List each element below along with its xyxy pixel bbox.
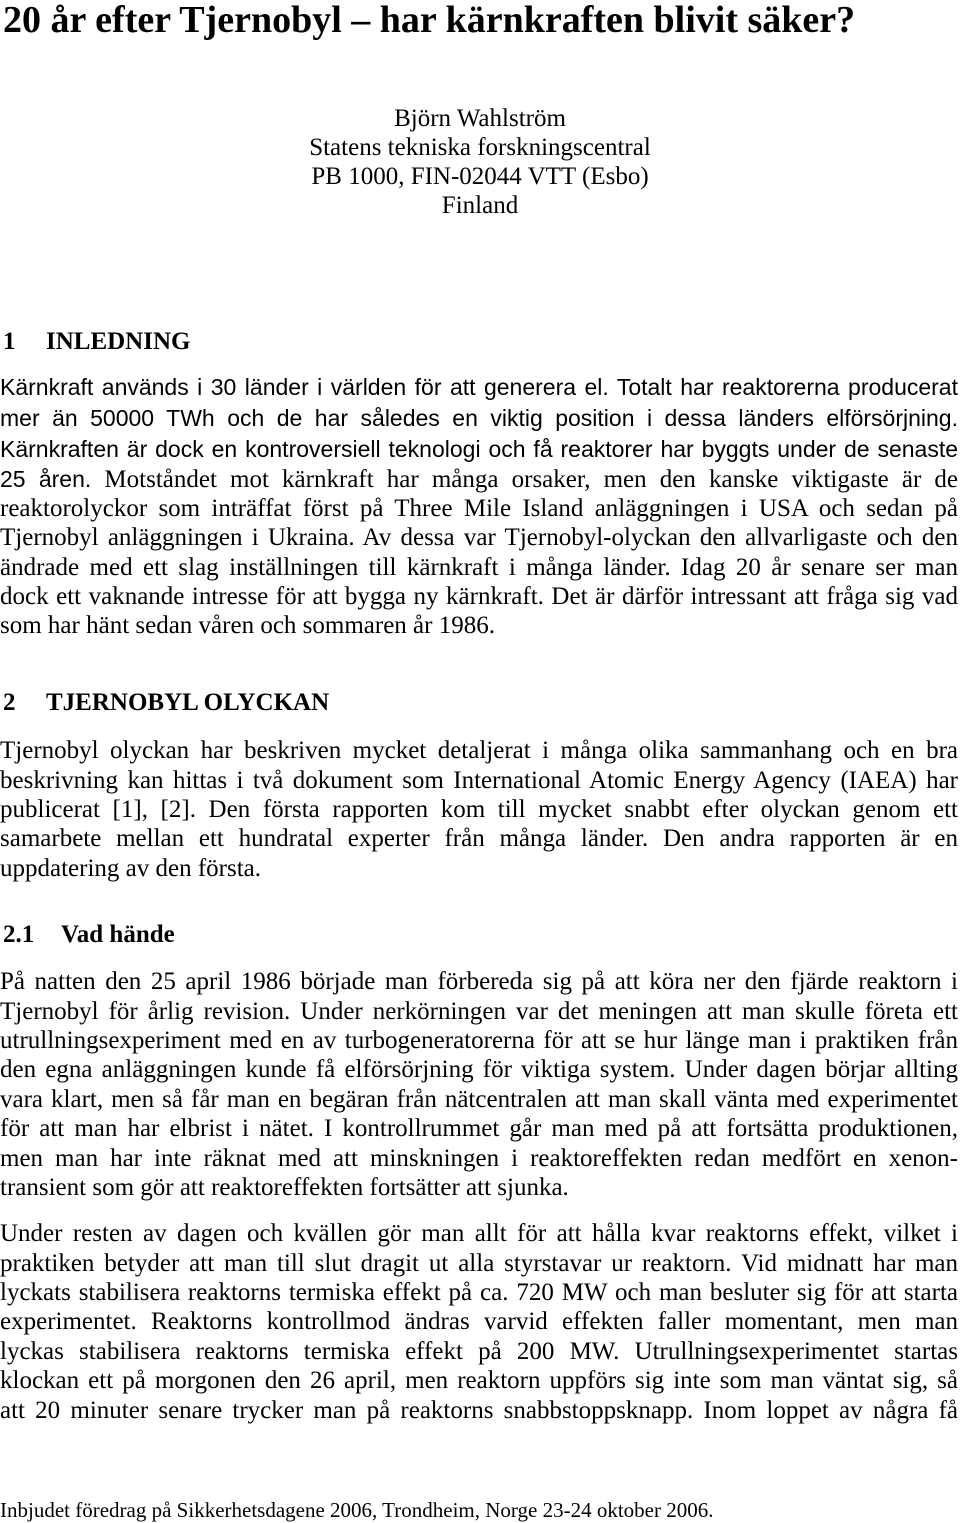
text-segment: 25 åren. [0, 465, 92, 492]
text-segment: reaktorolyckor som inträffat först på Three Mile Island anläggningen i USA och sedan på [0, 494, 958, 522]
text-segment: Kärnkraften är dock en kontroversiell teknologi och få reaktorer har byggts under de senaste [0, 435, 958, 462]
section-heading [0, 327, 958, 357]
section-title: INLEDNING [46, 328, 191, 355]
subsection-title: Vad hände [61, 921, 175, 948]
text-segment: ändrade med ett slag inställningen till kärnkraft i många länder. Idag 20 år senare ser man [0, 553, 958, 581]
text-line: utrullningsexperiment med en av turbogeneratorerna för att se hur länge man i praktiken från [0, 1027, 958, 1055]
text-line: men man har inte räknat med att minskningen i reaktoreffekten redan medfört en xenon- [0, 1144, 958, 1172]
subsection-number: 2.1 [3, 921, 35, 948]
text-line: experimentet. Reaktorns kontrollmod ändras varvid effekten faller momentant, men man [0, 1308, 958, 1336]
section-title: TJERNOBYL OLYCKAN [46, 689, 330, 716]
author-organization: Statens tekniska forskningscentral [309, 133, 651, 161]
section-number: 1 [3, 328, 16, 355]
section-number: 2 [3, 689, 16, 716]
text-line [0, 372, 958, 403]
footer-note: Inbjudet föredrag på Sikkerhetsdagene 2006, Trondheim, Norge 23-24 oktober 2006. [0, 1498, 714, 1522]
text-line [0, 523, 958, 552]
author-address: PB 1000, FIN-02044 VTT (Esbo) [311, 162, 649, 190]
section-heading [0, 688, 958, 718]
paragraph [0, 1219, 958, 1425]
text-line [0, 611, 958, 640]
paragraph [0, 372, 958, 641]
text-line: lyckats stabilisera reaktorns termiska effekt på ca. 720 MW och man besluter sig för att starta [0, 1279, 958, 1307]
subsection-heading [0, 920, 958, 950]
text-line [0, 494, 958, 523]
page-title: 20 år efter Tjernobyl – har kärnkraften blivit säker? [3, 0, 856, 41]
text-line: transient som gör att reaktoreffekten fortsätter att sjunka. [0, 1174, 569, 1202]
author-name: Björn Wahlström [394, 104, 566, 132]
text-line: klockan ett på morgonen den 26 april, men reaktorn uppförs sig inte som man väntat sig, så [0, 1367, 958, 1395]
text-segment: Kärnkraft används i 30 länder i världen för att generera el. Totalt har reaktorerna producerat [0, 373, 958, 400]
text-line [0, 403, 958, 434]
text-line: den egna anläggningen kunde få elförsörjning för viktiga system. Under dagen börjar allting [0, 1056, 958, 1084]
text-line: uppdatering av den första. [0, 854, 262, 882]
text-segment: som har hänt sedan våren och sommaren år 1986. [0, 612, 495, 640]
text-line: beskrivning kan hittas i två dokument som International Atomic Energy Agency (IAEA) har [0, 766, 958, 794]
text-line [0, 582, 958, 611]
text-line [0, 553, 958, 582]
text-line: att 20 minuter senare trycker man på reaktorns snabbstoppsknapp. Inom loppet av några få [0, 1396, 958, 1424]
text-line: för att man har elbrist i nätet. I kontrollrummet går man med på att fortsätta produktionen, [0, 1115, 958, 1143]
text-line: Tjernobyl för årlig revision. Under nerkörningen var det meningen att man skulle företa ett [0, 997, 958, 1025]
text-line: Tjernobyl olyckan har beskriven mycket detaljerat i många olika sammanhang och en bra [0, 737, 958, 765]
author-country: Finland [441, 192, 519, 220]
text-line [0, 465, 958, 494]
paragraph [0, 736, 958, 883]
text-line: praktiken betyder att man till slut dragit ut alla styrstavar ur reaktorn. Vid midnatt har man [0, 1249, 958, 1277]
text-line: lyckas stabilisera reaktorns termiska effekt på 200 MW. Utrullningsexperimentet startas [0, 1337, 958, 1365]
text-line [0, 434, 958, 465]
paragraph [0, 967, 958, 1202]
text-line: vara klart, men så får man en begäran från nätcentralen att man skall vänta med experimentet [0, 1085, 958, 1113]
text-segment: dock ett vaknande intresse för att bygga ny kärnkraft. Det är därför intressant att fråga sig vad [0, 583, 958, 611]
text-segment: Motståndet mot kärnkraft har många orsaker, men den kanske viktigaste är de [104, 465, 958, 493]
text-line: samarbete mellan ett hundratal experter från många länder. Den andra rapporten är en [0, 825, 958, 853]
text-line: publicerat [1], [2]. Den första rapporten kom till mycket snabbt efter olyckan genom ett [0, 796, 958, 824]
text-segment: mer än 50000 TWh och de har således en viktig position i dessa länders elförsörjning. [0, 404, 958, 431]
author-block [0, 104, 960, 221]
text-line: På natten den 25 april 1986 började man förbereda sig på att köra ner den fjärde reaktorn i [0, 968, 958, 996]
text-segment: Tjernobyl anläggningen i Ukraina. Av dessa var Tjernobyl-olyckan den allvarligaste och den [0, 524, 958, 552]
text-line: Under resten av dagen och kvällen gör man allt för att hålla kvar reaktorns effekt, vilket i [0, 1220, 958, 1248]
